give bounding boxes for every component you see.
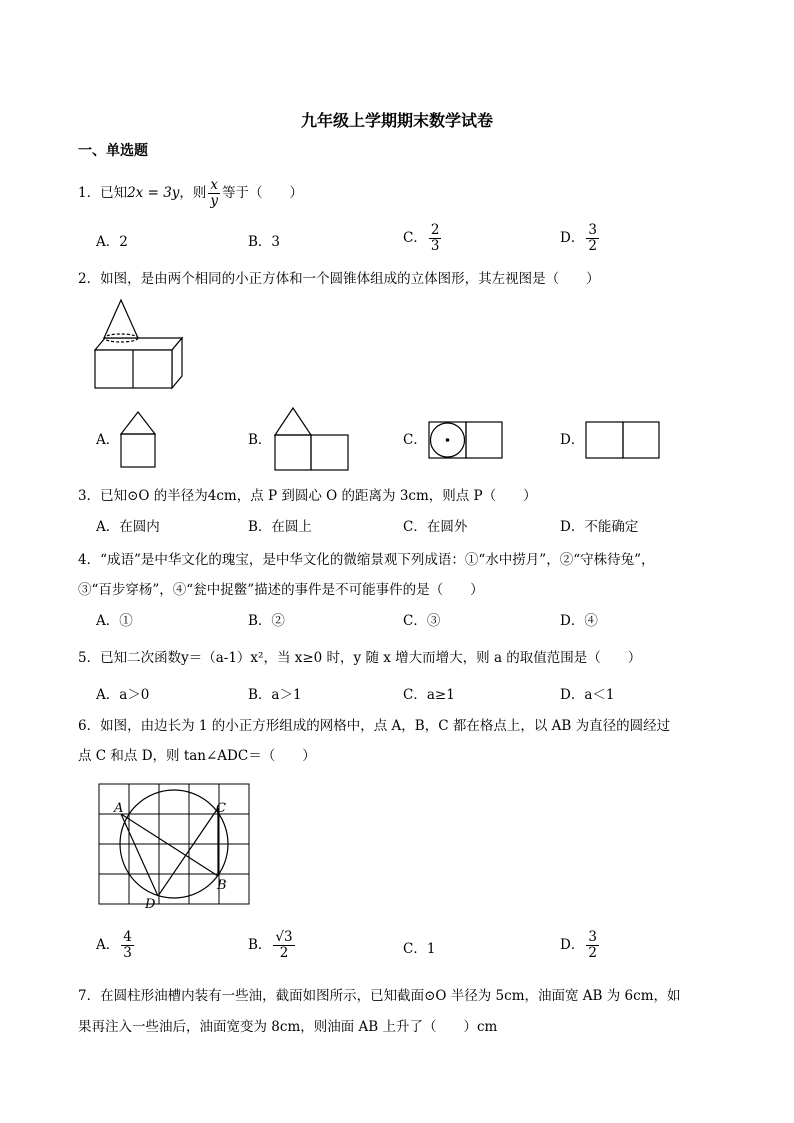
point-label-b: B	[217, 878, 227, 893]
cone-and-cubes-figure	[90, 298, 190, 393]
grid-circle-figure	[96, 780, 256, 912]
question-5-stem: 5．已知二次函数y＝（a-1）x²，当 x≥0 时，y 随 x 增大而增大，则 a 的取值范围是（ ）	[78, 650, 642, 666]
question-1-stem: 1．已知2x = 3y，则 $\frac{x}{y}$ 等于（ ）	[78, 177, 304, 209]
question-4-stem-line1: 4．“成语”是中华文化的瑰宝，是中华文化的微缩景观下列成语：①“水中捞月”，②“守株待兔”，	[78, 552, 655, 568]
question-4-stem-line2: ③“百步穿杨”，④“瓮中捉鳖”描述的事件是不可能事件的是（ ）	[78, 582, 484, 598]
q3-option-a[interactable]: A．在圆内	[96, 519, 160, 535]
q4-option-c[interactable]: C．③	[403, 613, 441, 629]
q2-option-d[interactable]: D．	[560, 432, 585, 448]
q1-option-c[interactable]: C． $\frac{2}{3}$	[403, 222, 440, 254]
q3-option-c[interactable]: C．在圆外	[403, 519, 468, 535]
q2-option-d-figure	[583, 420, 663, 460]
question-3-stem: 3．已知⊙O 的半径为4cm，点 P 到圆心 O 的距离为 3cm，则点 P（ ）	[78, 488, 537, 504]
q2-option-a[interactable]: A．	[96, 432, 120, 448]
q1-option-d[interactable]: D． $\frac{3}{2}$	[560, 222, 597, 254]
question-6-stem-line2: 点 C 和点 D，则 tan∠ADC＝（ ）	[78, 748, 316, 764]
q4-option-d[interactable]: D．④	[560, 613, 598, 629]
q4-option-b[interactable]: B．②	[248, 613, 285, 629]
equation: 2x = 3y	[127, 185, 180, 201]
q6-option-a[interactable]: A． $\frac{4}{3}$	[96, 929, 132, 961]
question-6-stem-line1: 6．如图，由边长为 1 的小正方形组成的网格中，点 A，B，C 都在格点上，以 AB 为直径的圆经过	[78, 718, 671, 734]
q2-option-c[interactable]: C．	[403, 432, 427, 448]
q3-option-b[interactable]: B．在圆上	[248, 519, 312, 535]
q2-option-b-figure	[272, 406, 352, 472]
fraction-x-over-y: $\frac{x}{y}$	[210, 177, 219, 209]
q1-option-b[interactable]: B．3	[248, 234, 281, 250]
point-label-c: C	[216, 801, 226, 816]
page-title: 九年级上学期期末数学试卷	[300, 111, 493, 130]
q5-option-c[interactable]: C．a≥1	[403, 687, 455, 703]
q6-option-d[interactable]: D． $\frac{3}{2}$	[560, 929, 597, 961]
q2-option-c-figure	[426, 420, 506, 460]
q1-option-a[interactable]: A．2	[96, 234, 128, 250]
point-label-a: A	[114, 801, 124, 816]
point-label-d: D	[145, 897, 156, 912]
q4-option-a[interactable]: A．①	[96, 613, 133, 629]
q2-option-b[interactable]: B．	[248, 432, 272, 448]
q5-option-d[interactable]: D．a＜1	[560, 687, 615, 703]
q2-option-a-figure	[118, 410, 158, 470]
question-2-stem: 2．如图，是由两个相同的小正方体和一个圆锥体组成的立体图形，其左视图是（ ）	[78, 271, 600, 287]
question-7-stem-line2: 果再注入一些油后，油面宽变为 8cm，则油面 AB 上升了（ ）cm	[78, 1019, 498, 1035]
section-heading: 一、单选题	[78, 143, 148, 159]
q6-option-c[interactable]: C．1	[403, 941, 436, 957]
q3-option-d[interactable]: D．不能确定	[560, 519, 639, 535]
q5-option-b[interactable]: B．a＞1	[248, 687, 302, 703]
q5-option-a[interactable]: A．a＞0	[96, 687, 150, 703]
question-7-stem-line1: 7．在圆柱形油槽内装有一些油，截面如图所示，已知截面⊙O 半径为 5cm，油面宽 AB 为 6cm，如	[78, 988, 681, 1004]
q6-option-b[interactable]: B． $\frac{√3}{2}$	[248, 929, 293, 961]
